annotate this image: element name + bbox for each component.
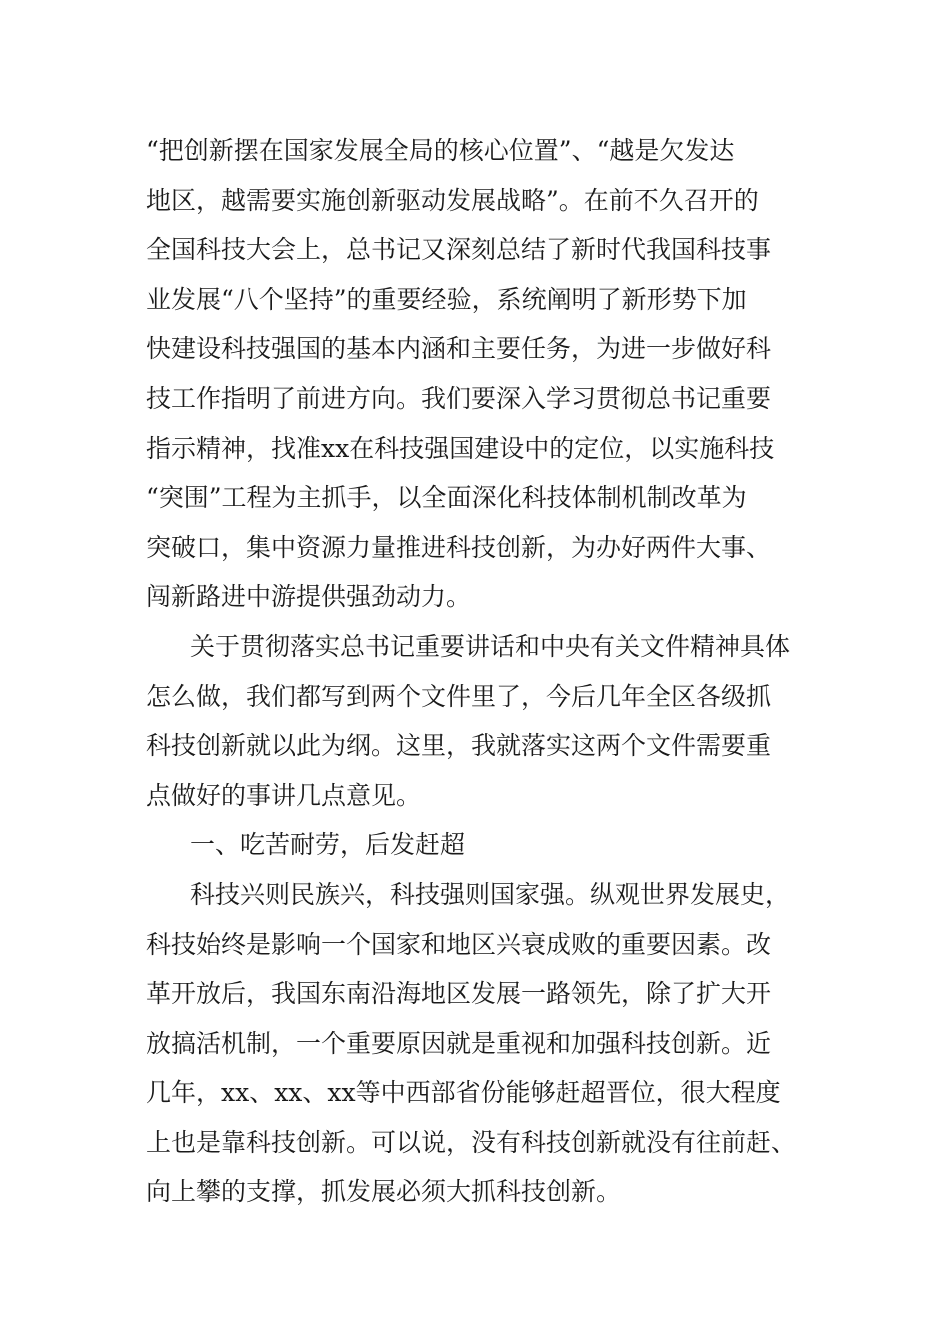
text-line: 向上攀的支撑，抓发展必须大抓科技创新。 — [146, 1177, 622, 1207]
text-line: 技工作指明了前进方向。我们要深入学习贯彻总书记重要 — [146, 383, 772, 413]
text-line: 点做好的事讲几点意见。 — [146, 780, 422, 810]
text-line: 几年，xx、xx、xx等中西部省份能够赶超晋位，很大程度 — [146, 1078, 781, 1108]
text-line: 突破口，集中资源力量推进科技创新，为办好两件大事、 — [146, 532, 772, 562]
text-line: 放搞活机制，一个重要原因就是重视和加强科技创新。近 — [146, 1028, 772, 1058]
paragraph-intro — [146, 126, 806, 622]
text-line: 业发展“八个坚持”的重要经验，系统阐明了新形势下加 — [146, 284, 747, 314]
text-line: 科技创新就以此为纲。这里，我就落实这两个文件需要重 — [146, 731, 772, 761]
paragraph-implementation — [146, 622, 806, 820]
text-line: 全国科技大会上，总书记又深刻总结了新时代我国科技事 — [146, 235, 772, 265]
section-heading — [146, 820, 806, 870]
document-body — [146, 126, 806, 1217]
text-line: 上也是靠科技创新。可以说，没有科技创新就没有往前赶、 — [146, 1127, 797, 1157]
text-line: 闯新路进中游提供强劲动力。 — [146, 582, 472, 612]
text-line: 指示精神，找准xx在科技强国建设中的定位，以实施科技 — [146, 433, 775, 463]
text-line: 关于贯彻落实总书记重要讲话和中央有关文件精神具体 — [190, 631, 791, 661]
text-line: “突围”工程为主抓手，以全面深化科技体制机制改革为 — [146, 483, 747, 513]
section-heading-text: 一、吃苦耐劳，后发赶超 — [190, 830, 466, 860]
text-line: 革开放后，我国东南沿海地区发展一路领先，除了扩大开 — [146, 979, 772, 1009]
text-line: 地区，越需要实施创新驱动发展战略”。在前不久召开的 — [146, 185, 759, 215]
text-line: 科技兴则民族兴，科技强则国家强。纵观世界发展史， — [190, 879, 791, 909]
text-line: 快建设科技强国的基本内涵和主要任务，为进一步做好科 — [146, 334, 772, 364]
paragraph-science-technology — [146, 870, 806, 1217]
text-line: 科技始终是影响一个国家和地区兴衰成败的重要因素。改 — [146, 929, 772, 959]
text-line: 怎么做，我们都写到两个文件里了，今后几年全区各级抓 — [146, 681, 772, 711]
text-line: “把创新摆在国家发展全局的核心位置”、“越是欠发达 — [146, 136, 735, 165]
